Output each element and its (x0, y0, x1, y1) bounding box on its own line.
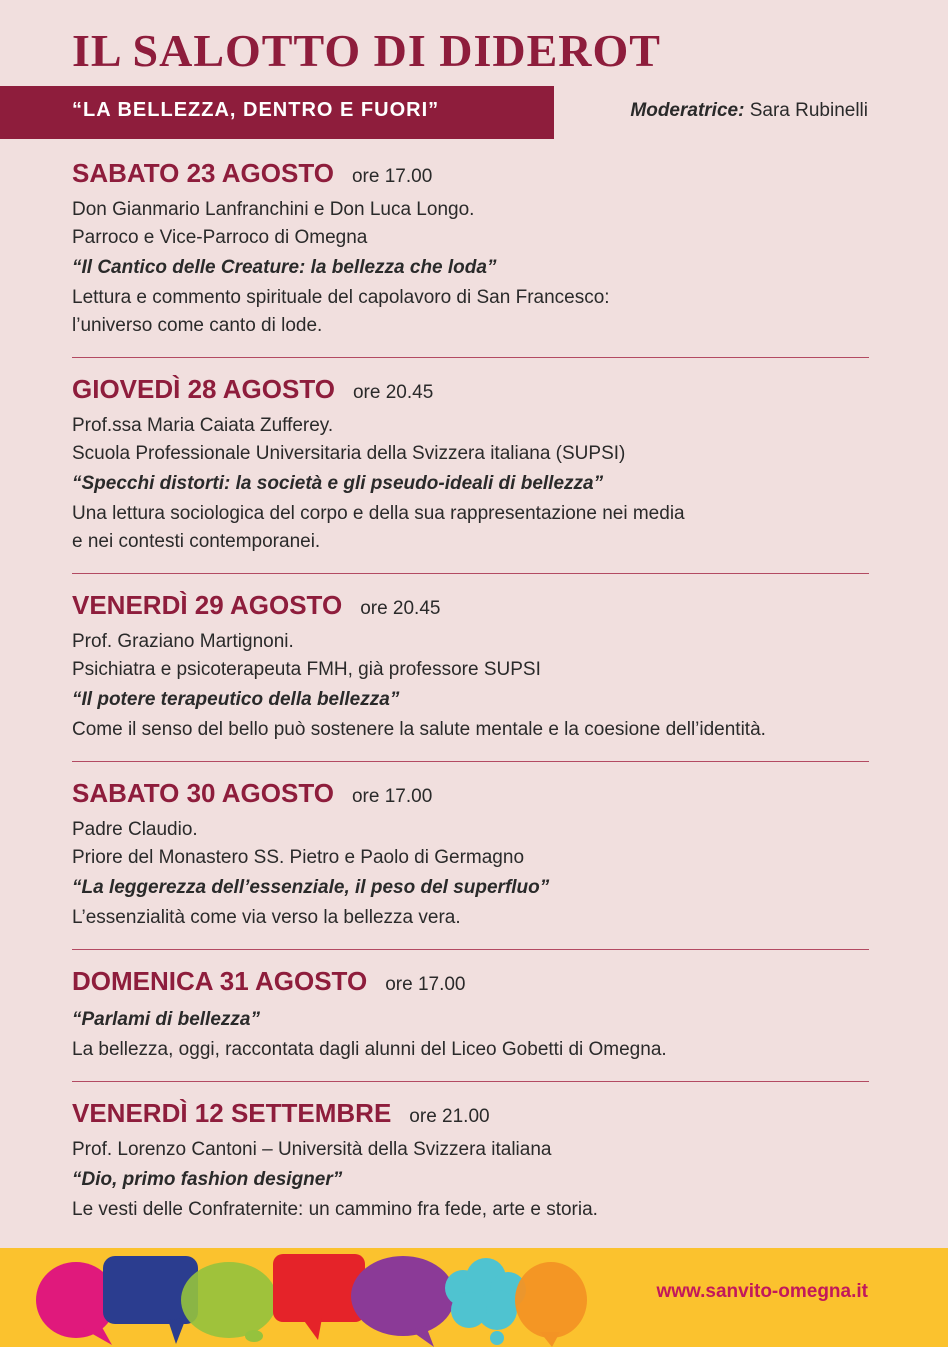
event-speaker-line: Prof. Graziano Martignoni. (72, 631, 294, 652)
event-time: ore 20.45 (352, 382, 434, 403)
event-header (72, 778, 869, 816)
event-date: SABATO 30 AGOSTO (72, 778, 334, 808)
event-speaker-line: Padre Claudio. (72, 819, 198, 840)
event-time: ore 20.45 (360, 598, 441, 619)
footer-band (0, 1248, 948, 1347)
event-block (72, 1096, 869, 1241)
event-time: ore 21.00 (409, 1106, 490, 1127)
event-block (72, 372, 869, 574)
event-speaker-line: Psichiatra e psicoterapeuta FMH, già professore SUPSI (72, 659, 541, 680)
event-time: ore 17.00 (351, 166, 433, 187)
event-talk-title: “Il potere terapeutico della bellezza” (72, 689, 400, 710)
green-speech-bubble-icon (181, 1262, 277, 1342)
event-description-line: L’essenzialità come via verso la bellezza vera. (72, 907, 461, 928)
event-description-line: Una lettura sociologica del corpo e della sua rappresentazione nei media (72, 503, 685, 524)
event-date: VENERDÌ 29 AGOSTO (72, 590, 343, 620)
event-description-line: La bellezza, oggi, raccontata dagli alunni del Liceo Gobetti di Omegna. (72, 1039, 667, 1060)
moderator-name: Sara Rubinelli (749, 100, 868, 121)
event-talk-title: “Specchi distorti: la società e gli pseudo-ideali di bellezza” (72, 473, 604, 494)
events-list (72, 156, 869, 1255)
event-header (72, 966, 869, 1004)
event-header (72, 1098, 869, 1136)
event-time: ore 17.00 (351, 786, 433, 807)
event-header (72, 590, 869, 628)
moderator (630, 100, 868, 122)
event-block (72, 964, 869, 1082)
event-talk-title: “Dio, primo fashion designer” (72, 1169, 343, 1190)
event-speaker-line: Priore del Monastero SS. Pietro e Paolo di Germagno (72, 847, 525, 868)
event-date: DOMENICA 31 AGOSTO (72, 966, 368, 996)
purple-speech-bubble-icon (351, 1256, 455, 1347)
cyan-cloud-bubble-icon (445, 1258, 526, 1345)
event-description-line: Lettura e commento spirituale del capolavoro di San Francesco: (72, 287, 610, 308)
event-header (72, 158, 869, 196)
event-block (72, 588, 869, 762)
event-speaker-line: Prof.ssa Maria Caiata Zufferey. (72, 415, 334, 436)
moderator-label: Moderatrice: (630, 100, 745, 121)
event-description-line: l’universo come canto di lode. (72, 315, 323, 336)
event-speaker-line: Parroco e Vice-Parroco di Omegna (72, 227, 368, 248)
event-header (72, 374, 869, 412)
event-talk-title: “Parlami di bellezza” (72, 1009, 260, 1030)
event-description-line: Come il senso del bello può sostenere la salute mentale e la coesione dell’identità. (72, 719, 766, 740)
event-block (72, 156, 869, 358)
event-description-line: e nei contesti contemporanei. (72, 531, 321, 552)
event-date: SABATO 23 AGOSTO (72, 158, 334, 188)
event-time: ore 17.00 (385, 974, 466, 995)
event-speaker-line: Prof. Lorenzo Cantoni – Università della Svizzera italiana (72, 1139, 552, 1160)
event-description-line: Le vesti delle Confraternite: un cammino fra fede, arte e storia. (72, 1199, 598, 1220)
event-talk-title: “La leggerezza dell’essenziale, il peso del superfluo” (72, 877, 550, 898)
subtitle-banner (0, 86, 554, 139)
subtitle-text: “LA BELLEZZA, DENTRO E FUORI” (72, 99, 440, 121)
event-date: VENERDÌ 12 SETTEMBRE (72, 1098, 392, 1128)
page-title: IL SALOTTO DI DIDEROT (72, 25, 661, 76)
event-speaker-line: Don Gianmario Lanfranchini e Don Luca Longo. (72, 199, 475, 220)
event-talk-title: “Il Cantico delle Creature: la bellezza che loda” (72, 257, 497, 278)
orange-speech-bubble-icon (515, 1262, 587, 1347)
event-speaker-line: Scuola Professionale Universitaria della Svizzera italiana (SUPSI) (72, 443, 626, 464)
website-link[interactable]: www.sanvito-omegna.it (656, 1281, 868, 1302)
event-block (72, 776, 869, 950)
event-date: GIOVEDÌ 28 AGOSTO (72, 374, 335, 404)
